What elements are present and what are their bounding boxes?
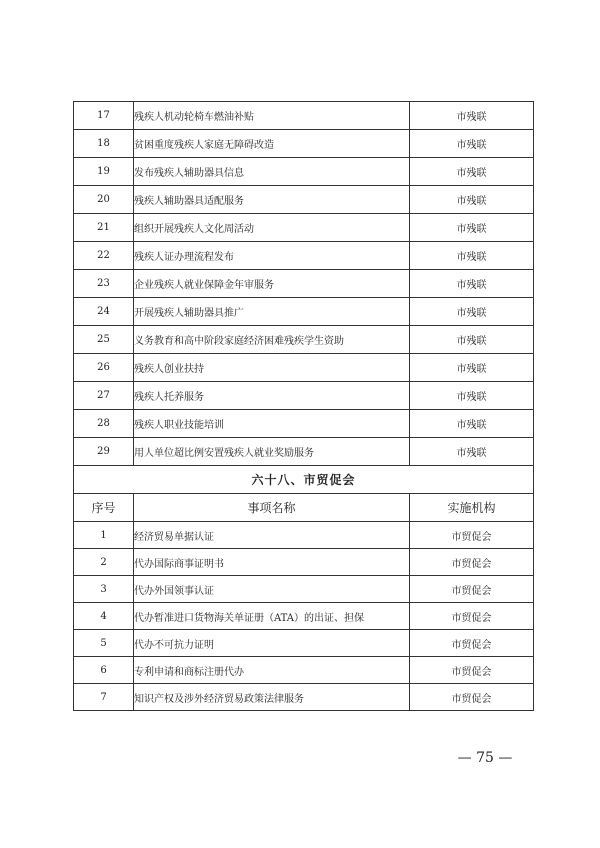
item-name: 义务教育和高中阶段家庭经济困难残疾学生资助	[134, 326, 410, 354]
implementing-agency: 市残联	[410, 382, 534, 410]
table-row	[74, 102, 534, 130]
implementing-agency: 市贸促会	[410, 576, 534, 603]
implementing-agency: 市残联	[410, 158, 534, 186]
implementing-agency: 市残联	[410, 214, 534, 242]
table-row	[74, 270, 534, 298]
table-row	[74, 298, 534, 326]
table-row	[74, 158, 534, 186]
table-row	[74, 549, 534, 576]
row-number: 6	[74, 657, 134, 684]
row-number: 3	[74, 576, 134, 603]
row-number: 5	[74, 630, 134, 657]
implementing-agency: 市贸促会	[410, 657, 534, 684]
implementing-agency: 市残联	[410, 410, 534, 438]
implementing-agency: 市贸促会	[410, 684, 534, 711]
row-number: 18	[74, 130, 134, 158]
table-row	[74, 576, 534, 603]
table-row	[74, 382, 534, 410]
item-name: 用人单位超比例安置残疾人就业奖励服务	[134, 438, 410, 466]
implementing-agency: 市残联	[410, 270, 534, 298]
row-number: 7	[74, 684, 134, 711]
item-name: 贫困重度残疾人家庭无障碍改造	[134, 130, 410, 158]
service-items-table	[73, 101, 534, 711]
row-number: 19	[74, 158, 134, 186]
table-row	[74, 438, 534, 466]
row-number: 27	[74, 382, 134, 410]
table-row	[74, 522, 534, 549]
row-number: 24	[74, 298, 134, 326]
row-number: 17	[74, 102, 134, 130]
table-row	[74, 657, 534, 684]
item-name: 发布残疾人辅助器具信息	[134, 158, 410, 186]
item-name: 经济贸易单据认证	[134, 522, 410, 549]
section-title: 六十八、市贸促会	[74, 466, 534, 494]
implementing-agency: 市残联	[410, 102, 534, 130]
table-row	[74, 326, 534, 354]
item-name: 代办不可抗力证明	[134, 630, 410, 657]
implementing-agency: 市贸促会	[410, 603, 534, 630]
item-name: 残疾人辅助器具适配服务	[134, 186, 410, 214]
item-name: 代办国际商事证明书	[134, 549, 410, 576]
item-name: 代办暂准进口货物海关单证册（ATA）的出证、担保	[134, 603, 410, 630]
row-number: 23	[74, 270, 134, 298]
implementing-agency: 市残联	[410, 298, 534, 326]
table-row	[74, 186, 534, 214]
table-row	[74, 410, 534, 438]
item-name: 残疾人证办理流程发布	[134, 242, 410, 270]
item-name: 开展残疾人辅助器具推广	[134, 298, 410, 326]
table-row	[74, 603, 534, 630]
column-header-number: 序号	[74, 494, 134, 522]
table-row	[74, 684, 534, 711]
row-number: 29	[74, 438, 134, 466]
page-number: — 75 —	[457, 750, 513, 766]
row-number: 25	[74, 326, 134, 354]
implementing-agency: 市残联	[410, 186, 534, 214]
row-number: 2	[74, 549, 134, 576]
row-number: 4	[74, 603, 134, 630]
implementing-agency: 市贸促会	[410, 522, 534, 549]
implementing-agency: 市残联	[410, 130, 534, 158]
implementing-agency: 市残联	[410, 242, 534, 270]
table-row	[74, 214, 534, 242]
item-name: 知识产权及涉外经济贸易政策法律服务	[134, 684, 410, 711]
item-name: 残疾人机动轮椅车燃油补贴	[134, 102, 410, 130]
row-number: 21	[74, 214, 134, 242]
row-number: 28	[74, 410, 134, 438]
table-row	[74, 242, 534, 270]
column-header-agency: 实施机构	[410, 494, 534, 522]
item-name: 组织开展残疾人文化周活动	[134, 214, 410, 242]
row-number: 26	[74, 354, 134, 382]
implementing-agency: 市残联	[410, 354, 534, 382]
row-number: 20	[74, 186, 134, 214]
column-header-row	[74, 494, 534, 522]
item-name: 残疾人职业技能培训	[134, 410, 410, 438]
row-number: 1	[74, 522, 134, 549]
column-header-item-name: 事项名称	[134, 494, 410, 522]
item-name: 企业残疾人就业保障金年审服务	[134, 270, 410, 298]
table-row	[74, 354, 534, 382]
implementing-agency: 市贸促会	[410, 630, 534, 657]
item-name: 专利申请和商标注册代办	[134, 657, 410, 684]
item-name: 残疾人托养服务	[134, 382, 410, 410]
implementing-agency: 市残联	[410, 438, 534, 466]
section-heading-row	[74, 466, 534, 494]
item-name: 代办外国领事认证	[134, 576, 410, 603]
table-row	[74, 130, 534, 158]
table-row	[74, 630, 534, 657]
implementing-agency: 市贸促会	[410, 549, 534, 576]
item-name: 残疾人创业扶持	[134, 354, 410, 382]
implementing-agency: 市残联	[410, 326, 534, 354]
row-number: 22	[74, 242, 134, 270]
